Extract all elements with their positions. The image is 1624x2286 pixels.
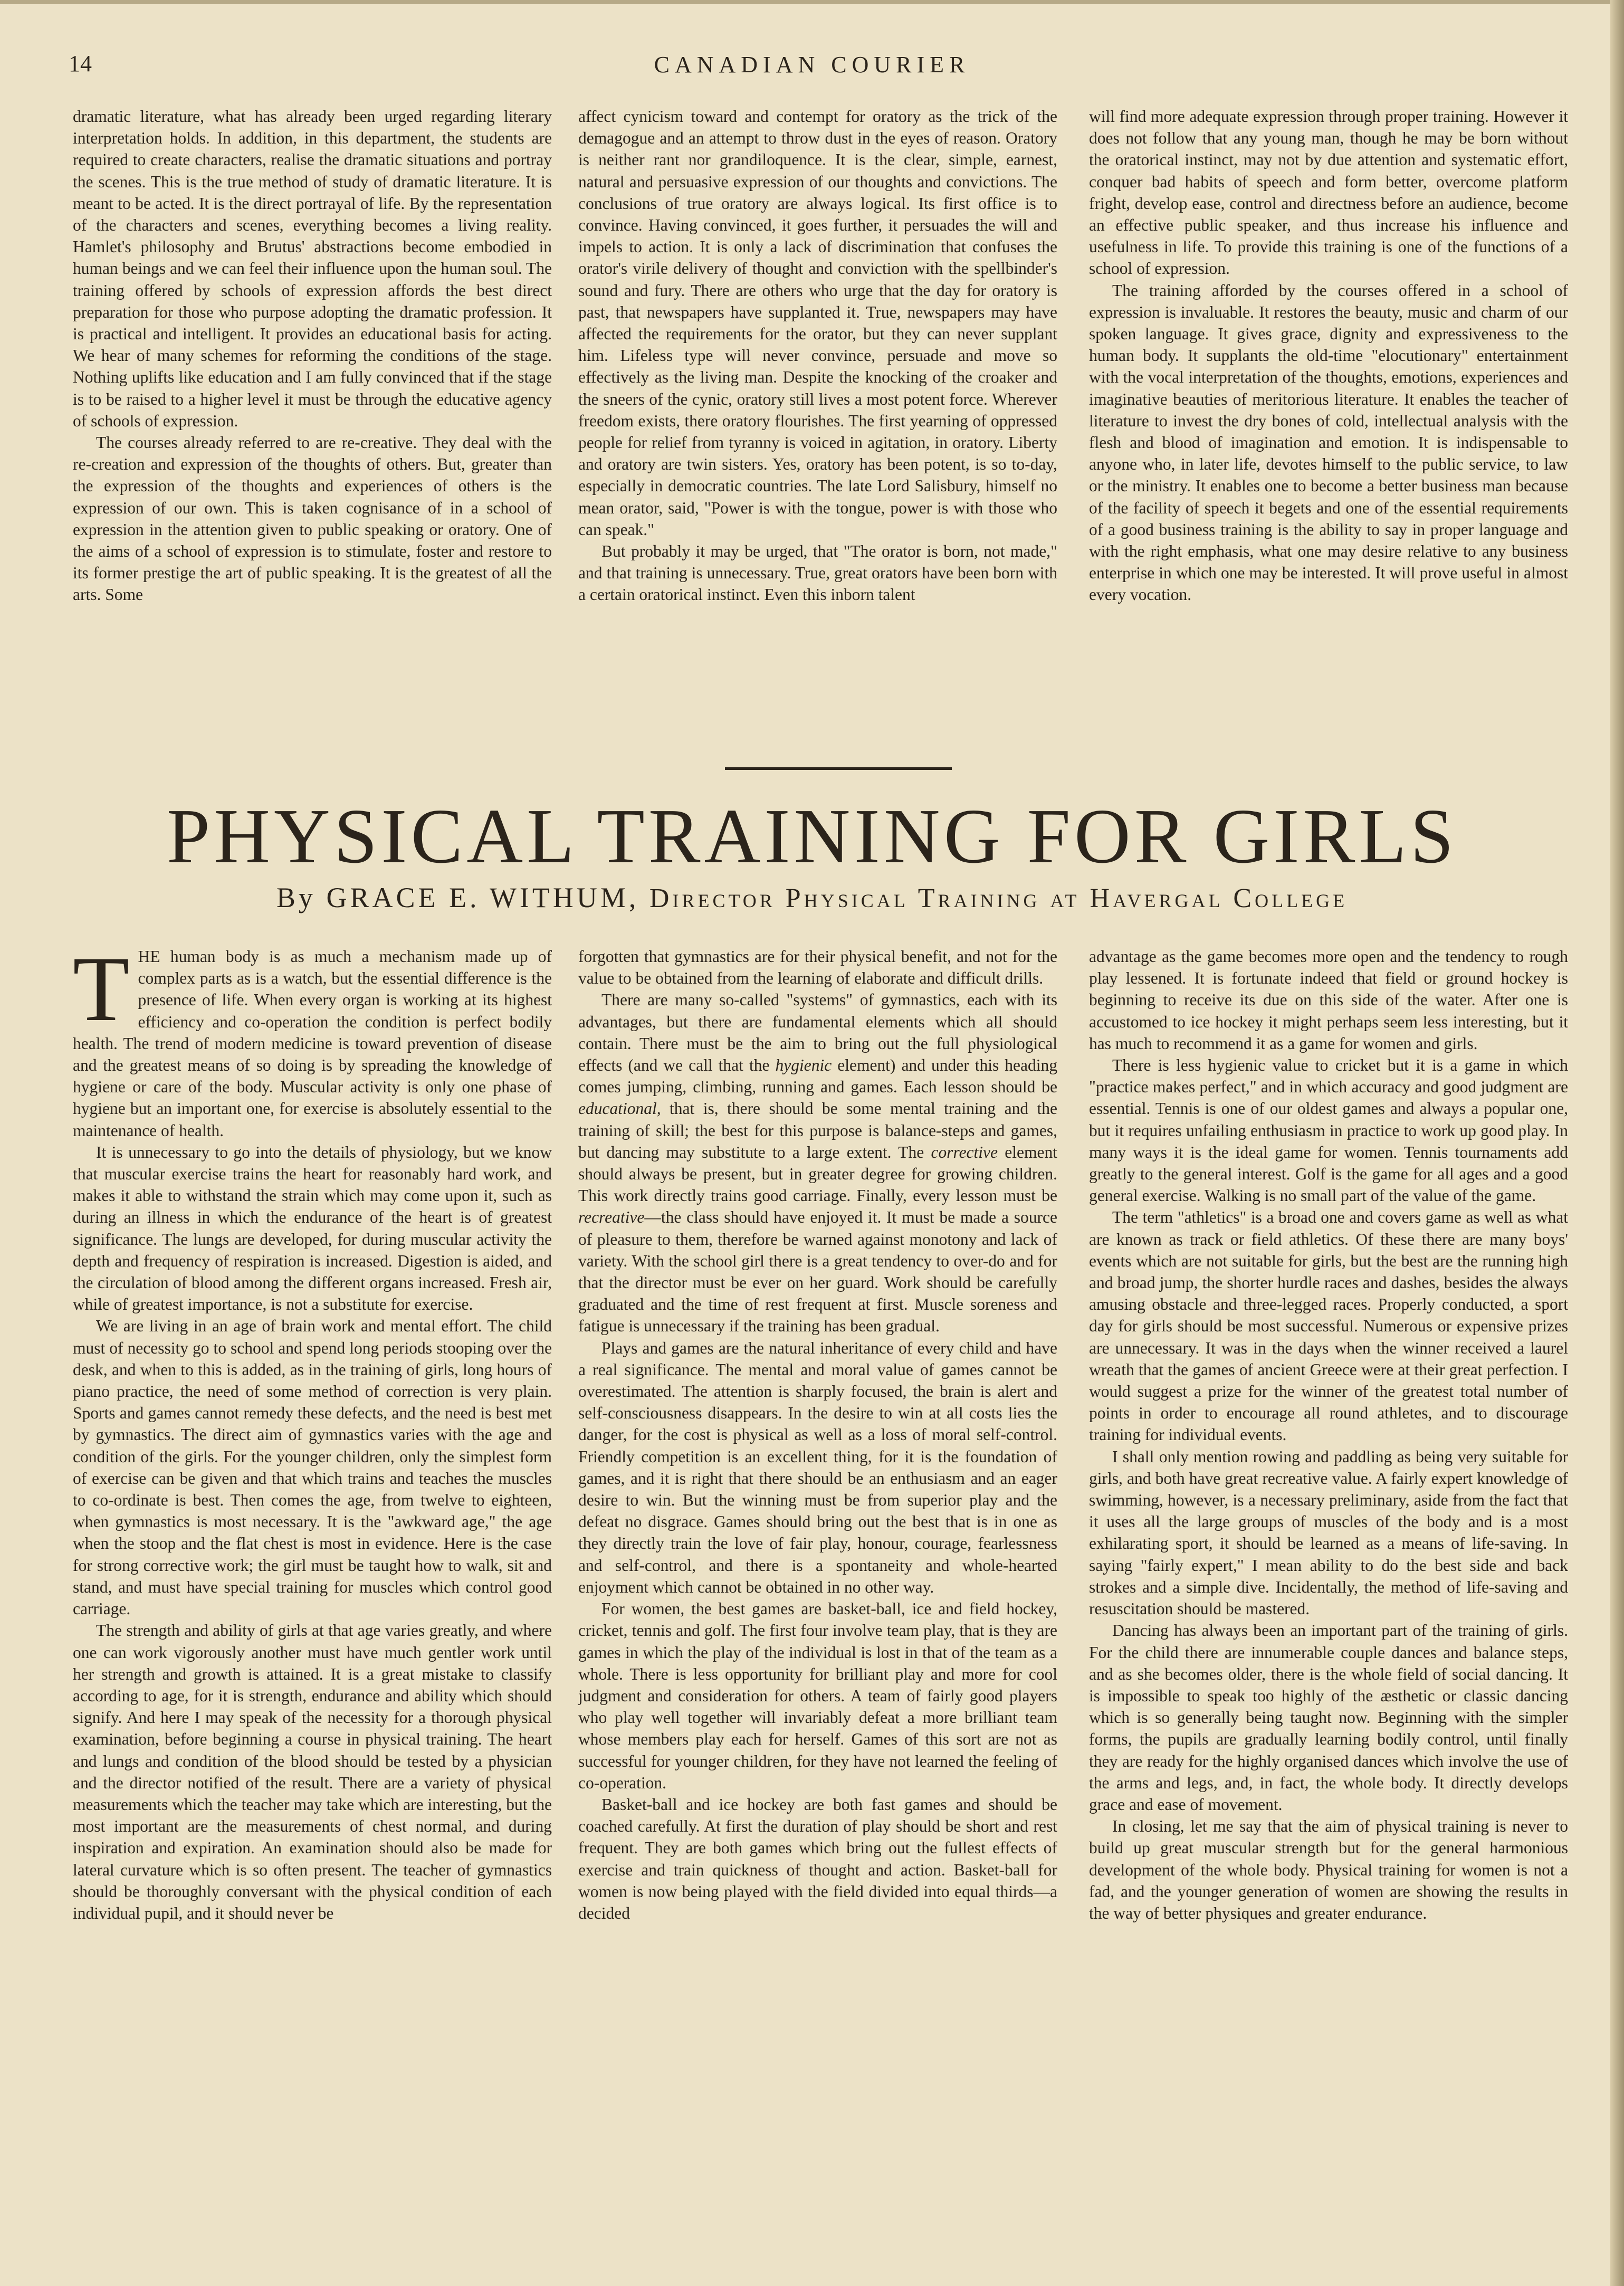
paragraph: Basket-ball and ice hockey are both fast games and should be coached carefully. At first the duration of play should be short and rest frequent. They are both games which bring out the fullest effects of exercise and train quickness of thought and action. Basket-ball for women is now being played with the field divided into equal thirds—a decided — [578, 1795, 1057, 1922]
text-run: —the class should have enjoyed it. It must be made a source of pleasure to them, therefore be warned against monotony and lack of variety. With the school girl there is a great tendency to over-do and for that the director must be ever on her guard. Work should be carefully graduated and the time of rest frequent at first. Muscle soreness and fatigue is unnecessary if the training has been gradual. — [578, 1208, 1057, 1336]
running-header — [69, 50, 1555, 82]
article-column-1 — [73, 938, 552, 1924]
lead-word: HE — [138, 947, 160, 966]
emphasis: recreative — [578, 1208, 645, 1227]
emphasis: hygienic — [775, 1056, 832, 1075]
continued-column-2 — [578, 106, 1057, 606]
article-byline — [0, 881, 1624, 914]
author-name: GRACE E. WITHUM, — [326, 882, 639, 913]
paragraph: I shall only mention rowing and paddling as being very suitable for girls, and both have great recreative value. A fairly expert knowledge of swimming, however, is a necessary preliminary, aside from the fact that it uses all the large groups of muscles of the body and is a most exhilarating sport, it should be learned as a means of life-saving. In saying "fairly expert," I mean ability to do the best side and back strokes and a simple dive. Incidentally, the method of life-saving and resuscitation should be mastered. — [1089, 1447, 1568, 1618]
byline-by: By — [276, 882, 316, 913]
binding-shadow — [1610, 0, 1624, 2286]
emphasis: educational, — [578, 1099, 661, 1118]
section-divider — [725, 767, 952, 770]
paragraph: It is unnecessary to go into the details of physiology, but we know that muscular exercise trains the heart for reasonably hard work, and makes it able to withstand the strain which may come upon it, such as during an illness in which the endurance of the heart is of greatest significance. The lungs are developed, for during muscular activity the depth and frequency of respiration is increased. Digestion is aided, and the circulation of blood among the different organs increased. Fresh air, while of greatest importance, is not a substitute for exercise. — [73, 1142, 552, 1314]
paragraph: dramatic literature, what has already been urged regarding literary interpretation holds. In addition, in this department, the students are required to create characters, realise the dramatic situations and portray the scenes. This is the true method of study of dramatic literature. It is meant to be acted. It is the direct portrayal of life. By the representation of the characters and scenes, everything becomes a living reality. Hamlet's philosophy and Brutus' abstractions become embodied in human beings and we can feel their influence upon the human soul. The training offered by schools of expression affords the best direct preparation for those who purpose adopting the dramatic profession. It is practical and intelligent. It provides an educational basis for acting. We hear of many schemes for reforming the conditions of the stage. Nothing uplifts like education and I am fully convinced that if the stage is to be raised to a higher level it must be through the educative agency of schools of expression. — [73, 107, 552, 430]
page-top-edge — [0, 0, 1624, 4]
paragraph: Dancing has always been an important part of the training of girls. For the child there are innumerable couple dances and balance steps, and as she becomes older, there is the whole field of social dancing. It is impossible to speak too highly of the æsthetic or classic dancing which is so generally being taught now. Beginning with the simpler forms, the pupils are gradually learning bodily control, until finally they are ready for the highly organised dances which involve the use of the arms and legs, and, in fact, the whole body. It directly develops grace and ease of movement. — [1089, 1621, 1568, 1814]
paragraph: We are living in an age of brain work and mental effort. The child must of necessity go to school and spend long periods stooping over the desk, and when to this is added, as in the training of girls, long hours of piano practice, the need of some method of correction is very plain. Sports and games cannot remedy these defects, and the need is best met by gymnastics. The direct aim of gymnastics varies with the age and condition of the girls. For the younger children, only the simplest form of exercise can be given and that which trains and teaches the muscles to co-ordinate is best. Then comes the age, from twelve to eighteen, when gymnastics is most necessary. It is the "awkward age," the age when the stoop and the flat chest is most in evidence. Here is the case for strong corrective work; the girl must be taught how to walk, sit and stand, and must have special training for muscles which control good carriage. — [73, 1317, 552, 1618]
paragraph: will find more adequate expression through proper training. However it does not follow that any young man, though he may be born without the oratorical instinct, may not by due attention and systematic effort, conquer bad habits of speech and form better, overcome platform fright, develop ease, control and directness before an audience, become an effective public speaker, and thus increase his influence and usefulness in life. To provide this training is one of the functions of a school of expression. — [1089, 107, 1568, 278]
continued-column-3 — [1089, 106, 1568, 606]
page-number: 14 — [69, 51, 92, 77]
paragraph — [578, 989, 1057, 1337]
text-run: that is, there should be some mental training and the training of skill; the best for this purpose is balance-steps and games, but dancing may substitute to a large extent. The — [578, 1099, 1057, 1161]
paragraph: affect cynicism toward and contempt for oratory as the trick of the demagogue and an attempt to throw dust in the eyes of reason. Oratory is neither rant nor grandiloquence. It is the clear, simple, earnest, natural and persuasive expression of our thoughts and convictions. The conclusions of true oratory are always logical. Its first office is to convince. Having convinced, it goes further, it persuades the will and impels to action. It is only a lack of discrimination that confuses the orator's virile delivery of thought and conviction with the spellbinder's sound and fury. There are others who urge that the day for oratory is past, that newspapers have supplanted it. True, newspapers may have affected the requirements for the orator, but they can never supplant him. Lifeless type will never convince, persuade and move so effectively as the living man. Despite the knocking of the croaker and the sneers of the cynic, oratory still lives a most potent force. Wherever freedom exists, there oratory flourishes. The first yearning of oppressed people for relief from tyranny is voiced in agitation, in oratory. Liberty and oratory are twin sisters. Yes, oratory has been potent, is so to-day, especially in democratic countries. The late Lord Salisbury, himself no mean orator, said, "Power is with the tongue, power is with those who can speak." — [578, 107, 1057, 539]
paragraph: The strength and ability of girls at that age varies greatly, and where one can work vigorously another must have much gentler work until her strength and growth is attained. It is a great mistake to classify according to age, for it is strength, endurance and ability which should signify. And here I may speak of the necessity for a thorough physical examination, before beginning a course in physical training. The heart and lungs and condition of the blood should be tested by a physician and the director notified of the result. There are a variety of physical measurements which the teacher may take which are interesting, but the most important are the measurements of chest normal, and during inspiration and expiration. An examination should also be made for lateral curvature which is so often present. The teacher of gymnastics should be thoroughly conversant with the physical condition of each individual pupil, and it should never be — [73, 1621, 552, 1922]
emphasis: corrective — [931, 1142, 998, 1161]
text-run: element) and under this heading comes jumping, climbing, running and games. Each lesson should be — [578, 1056, 1057, 1097]
paragraph: advantage as the game becomes more open and the tendency to rough play lessened. It is fortunate indeed that field or ground hockey is beginning to receive its due on this side of the water. After one is accustomed to ice hockey it might perhaps seem less interesting, but it has much to recommend it as a game for women and girls. — [1089, 947, 1568, 1053]
paragraph: But probably it may be urged, that "The orator is born, not made," and that training is unnecessary. True, great orators have been born with a certain oratorical instinct. Even this inborn talent — [578, 542, 1057, 604]
paragraph: The courses already referred to are re-creative. They deal with the re-creation and expression of the thoughts of others. But, greater than the expression of the thoughts and experiences of others is the expression of our own. This is taken cognisance of in a school of expression in the attention given to public speaking or oratory. One of the aims of a school of expression is to stimulate, foster and restore to its former prestige the art of public speaking. It is the greatest of all the arts. Some — [73, 433, 552, 604]
author-role: Director Physical Training at Havergal College — [649, 883, 1348, 913]
paragraph-text: human body is as much a mechanism made up of complex parts as is a watch, but the essential difference is the presence of life. When every organ is working at its highest efficiency and co-operation the condition is perfect bodily health. The trend of modern medicine is toward prevention of disease and the greatest means of so doing is by spreading the knowledge of hygiene or care of the body. Muscular activity is only one phase of hygiene but an important one, for exercise is absolutely essential to the maintenance of health. — [73, 947, 552, 1140]
paragraph: Plays and games are the natural inheritance of every child and have a real significance. The mental and moral value of games cannot be overestimated. The attention is sharply focused, the brain is alert and self-consciousness disappears. In the desire to win at all costs lies the danger, for the cost is physical as well as a loss of moral self-control. Friendly competition is an excellent thing, for it is the foundation of games, and it is right that there should be an enthusiasm and an eager desire to win. But the winning must be from superior play and the defeat no disgrace. Games should bring out the best that is in one as they directly train the love of fair play, honour, courage, fearlessness and self-control, and there is a spontaneity and whole-hearted enjoyment which cannot be obtained in no other way. — [578, 1338, 1057, 1596]
paragraph: For women, the best games are basket-ball, ice and field hockey, cricket, tennis and golf. The first four involve team play, that is they are games in which the play of the individual is lost in that of the team as a whole. There is less opportunity for brilliant play and more for cool judgment and consideration for others. A team of fairly good players who play well together will invariably defeat a more brilliant team whose members play each for herself. Games of this sort are not as successful for younger children, for they have not learned the feeling of co-operation. — [578, 1599, 1057, 1792]
article-column-2 — [578, 946, 1057, 1924]
text-run: element should always be present, but in greater degree for growing children. This work directly trains good carriage. Finally, every lesson must be — [578, 1142, 1057, 1205]
paragraph: The training afforded by the courses offered in a school of expression is invaluable. It restores the beauty, music and charm of our spoken language. It gives grace, dignity and expressiveness to the human body. It supplants the old-time "elocutionary" entertainment with the vocal interpretation of the thoughts, emotions, experiences and imaginative beauties of meritorious literature. It enables the teacher of literature to invest the dry bones of cold, intellectual analysis with the flesh and blood of imagination and emotion. It is indispensable to anyone who, in later life, devotes himself to the public service, to law or the ministry. It enables one to become a better business man because of the facility of speech it begets and one of the essential requirements of a good business training is the ability to say in proper language and with the right emphasis, what one may desire relative to any business enterprise in which one may be interested. It will prove useful in almost every vocation. — [1089, 281, 1568, 604]
article-title: PHYSICAL TRAINING FOR GIRLS — [166, 793, 1458, 880]
article-column-3 — [1089, 946, 1568, 1924]
drop-cap: T — [73, 938, 130, 1041]
paragraph: The term "athletics" is a broad one and covers game as well as what are known as track or field athletics. Of these there are many boys' events which are not suitable for girls, but the best are the running high and broad jump, the shorter hurdle races and dashes, besides the always amusing obstacle and three-legged races. Properly conducted, a sport day for girls should be most successful. Numerous or expensive prizes are unnecessary. It was in the days when the winner received a laurel wreath that the games of ancient Greece were at their great perfection. I would suggest a prize for the winner of the greatest total number of points in order to encourage all round athletes, and to discourage training for individual events. — [1089, 1208, 1568, 1444]
paragraph: In closing, let me say that the aim of physical training is never to build up great muscular strength but for the general harmonious development of the whole body. Physical training for women is not a fad, and the younger generation of women are showing the results in the way of better physiques and greater endurance. — [1089, 1817, 1568, 1922]
journal-title: CANADIAN COURIER — [654, 52, 970, 78]
paragraph — [73, 938, 552, 1141]
continued-column-1 — [73, 106, 552, 606]
paragraph: forgotten that gymnastics are for their physical benefit, and not for the value to be obtained from the learning of elaborate and difficult drills. — [578, 947, 1057, 988]
text-run: There are many so-called "systems" of gymnastics, each with its advantages, but there are fundamental elements which all should contain. There must be the aim to bring out the full physiological effects (and we call that the — [578, 990, 1057, 1075]
paragraph: There is less hygienic value to cricket but it is a game in which "practice makes perfect," and in which accuracy and good judgment are essential. Tennis is one of our oldest games and always a popular one, but it requires unfailing enthusiasm in practice to work up good play. In many ways it is the ideal game for women. Tennis tournaments add greatly to the general interest. Golf is the game for all ages and a good general exercise. Walking is no small part of the value of the game. — [1089, 1056, 1568, 1205]
